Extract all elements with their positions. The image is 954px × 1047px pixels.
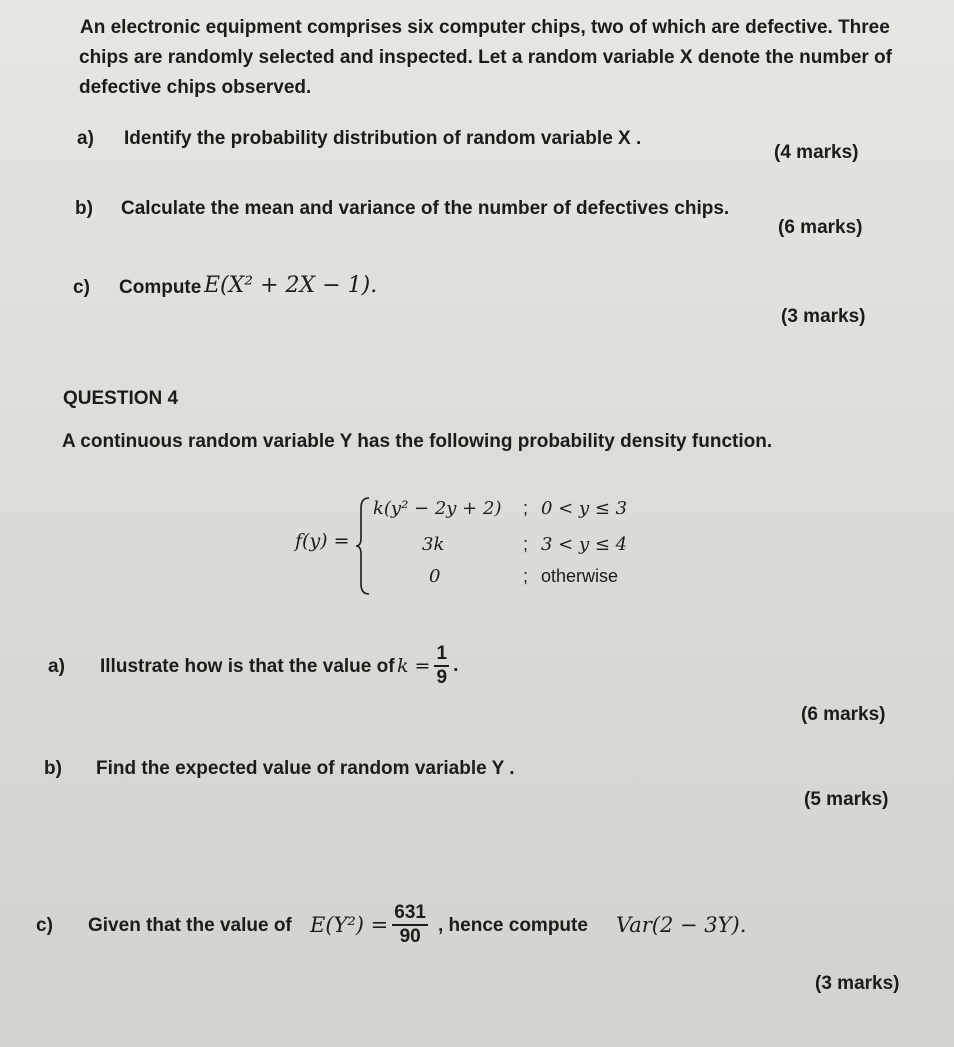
q4-a-text: Illustrate how is that the value of bbox=[100, 656, 395, 677]
pdf-row-1-expr: k(y² − 2y + 2) bbox=[373, 498, 502, 519]
q4-b-marks: (5 marks) bbox=[804, 789, 889, 810]
q3-b-label: b) bbox=[75, 198, 93, 219]
q3-intro-line1: An electronic equipment comprises six computer chips, two of which are defective. Three bbox=[80, 17, 890, 38]
q3-c-text: Compute bbox=[119, 277, 202, 298]
q4-c-label: c) bbox=[36, 915, 53, 936]
left-brace-icon bbox=[355, 496, 371, 596]
pdf-row-3-expr: 0 bbox=[429, 566, 441, 587]
q4-a-label: a) bbox=[48, 656, 65, 677]
q4-b-text: Find the expected value of random variable Y . bbox=[96, 758, 515, 779]
q3-b-marks: (6 marks) bbox=[778, 217, 863, 238]
pdf-row-2-expr: 3k bbox=[422, 534, 445, 555]
q4-c-ey2-value bbox=[310, 897, 428, 953]
q4-c-variance: Var(2 − 3Y). bbox=[616, 913, 747, 937]
q3-b-text: Calculate the mean and variance of the number of defectives chips. bbox=[121, 198, 730, 219]
pdf-row-2-cond: 3 < y ≤ 4 bbox=[541, 534, 628, 555]
q4-heading: QUESTION 4 bbox=[63, 388, 179, 409]
q4-c-marks: (3 marks) bbox=[815, 973, 900, 994]
q4-a-k: k = bbox=[397, 655, 431, 677]
pdf-row-3-sep: ; bbox=[523, 566, 529, 586]
q4-b-label: b) bbox=[44, 758, 62, 779]
q4-c-numerator: 631 bbox=[392, 902, 428, 926]
q3-a-marks: (4 marks) bbox=[774, 142, 859, 163]
pdf-definition bbox=[295, 492, 655, 604]
q3-c-expression: E(X² + 2X − 1). bbox=[204, 273, 378, 298]
q3-intro-line3: defective chips observed. bbox=[79, 77, 312, 98]
q3-c-label: c) bbox=[73, 277, 90, 298]
q4-c-fraction bbox=[392, 902, 428, 948]
q4-c-denominator: 90 bbox=[399, 926, 421, 947]
pdf-row-3-cond: otherwise bbox=[541, 566, 619, 586]
q3-intro-line2: chips are randomly selected and inspected. Let a random variable X denote the number of bbox=[79, 47, 892, 68]
q3-c-marks: (3 marks) bbox=[781, 306, 866, 327]
q4-a-numerator: 1 bbox=[434, 643, 449, 667]
pdf-row-2-sep: ; bbox=[523, 534, 529, 554]
q3-a-label: a) bbox=[77, 128, 94, 149]
q4-c-ey2: E(Y²) = bbox=[310, 913, 389, 937]
pdf-row-1-sep: ; bbox=[523, 498, 529, 518]
q4-a-k-value bbox=[397, 640, 458, 692]
q4-intro: A continuous random variable Y has the following probability density function. bbox=[62, 431, 773, 452]
pdf-lhs: f(y) = bbox=[295, 530, 350, 552]
q4-c-hence: , hence compute bbox=[438, 915, 588, 936]
q4-c-text: Given that the value of bbox=[88, 915, 292, 936]
q4-a-fraction bbox=[434, 643, 449, 689]
q4-a-denominator: 9 bbox=[436, 667, 448, 688]
pdf-row-1-cond: 0 < y ≤ 3 bbox=[541, 498, 628, 519]
q4-a-period: . bbox=[453, 655, 459, 676]
q3-a-text: Identify the probability distribution of random variable X . bbox=[124, 128, 642, 149]
q4-a-marks: (6 marks) bbox=[801, 704, 886, 725]
